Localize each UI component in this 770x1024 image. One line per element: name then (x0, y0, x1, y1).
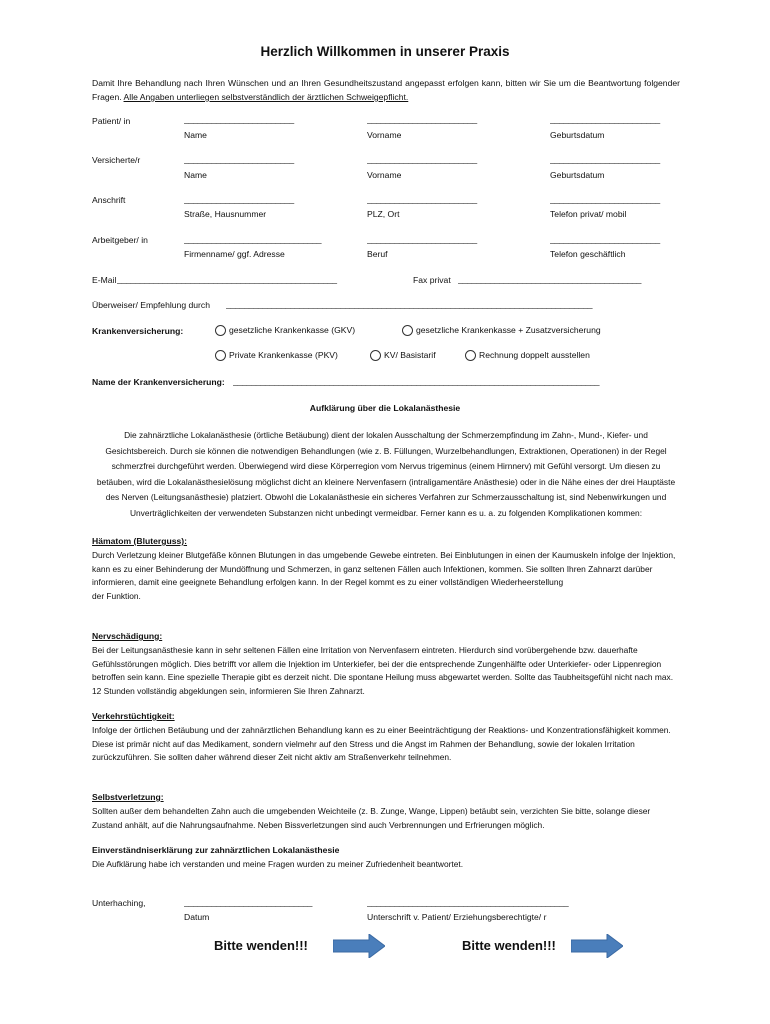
signature-caption: Unterschrift v. Patient/ Erziehungsberechtigte/ r (367, 912, 547, 922)
patient-name-field[interactable]: ________________________ (184, 114, 294, 124)
option-gkv[interactable]: gesetzliche Krankenkasse (GKV) (215, 325, 355, 336)
email-label: E-Mail (92, 275, 117, 285)
kv-name-field[interactable]: ________________________________________________________________________________ (233, 376, 600, 386)
verkehrstuechtigkeit-heading: Verkehrstüchtigkeit: (92, 711, 175, 721)
versicherte-name-caption: Name (184, 170, 207, 180)
versicherte-vorname-field[interactable]: ________________________ (367, 154, 477, 164)
turn-page-text-right: Bitte wenden!!! (462, 938, 556, 953)
option-rechnung-doppelt[interactable]: Rechnung doppelt ausstellen (465, 350, 590, 361)
anschrift-label: Anschrift (92, 195, 126, 205)
versicherte-geburtsdatum-caption: Geburtsdatum (550, 170, 605, 180)
signature-field[interactable]: ____________________________________________ (367, 897, 569, 907)
email-field[interactable]: ________________________________________________ (117, 274, 337, 284)
verkehrstuechtigkeit-body: Infolge der örtlichen Betäubung und der zahnärztlichen Behandlung kann es zu einer Beeinträchtigung der Reaktions- und Konzentrationsfähigkeit kommen. Diese ist primär nicht auf das Medikament, sondern vielmehr auf den Stress und die Angst im Rahmen der Behandlung, sowie der lokalen Irritation zurückzuführen. Sie sollten daher während dieser Zeit nicht aktiv am Straßenverkehr teilnehmen. (92, 725, 671, 763)
patient-vorname-caption: Vorname (367, 130, 402, 140)
arrow-right-icon (333, 934, 385, 958)
aufklaerung-body: Die zahnärztliche Lokalanästhesie (örtliche Betäubung) dient der lokalen Ausschaltung der Schmerzempfindung im Zahn-, Mund-, Kiefer- und Gesichtsbereich. Durch sie können die notwendigen Behandlungen (wie z. B. Füllungen, Wurzelbehandlungen, Extraktionen, Operationen) in der Regel schmerzfrei durchgeführt werden. Überwiegend wird diese Körperregion vom Nervus trigeminus (einem Hirnnerv) mit Gefühl versorgt. Um diesen zu betäuben, wird die Lokalanästhesielösung möglichst dicht an kleinere Nervenfasern (intraligamentäre Anästhesie) oder in die Nähe eines der drei Hauptäste des Nerven (Leitungsanästhesie) platziert. Obwohl die Lokalanästhesie ein sicheres Verfahren zur Schmerzausschaltung ist, sind Nebenwirkungen und Unverträglichkeiten der verwendeten Substanzen nicht unbedingt vermeidbar. Ferner kann es u. a. zu folgenden Komplikationen kommen: (96, 430, 676, 518)
haematom-heading: Hämatom (Bluterguss): (92, 536, 188, 546)
arbeitgeber-label: Arbeitgeber/ in (92, 235, 148, 245)
arbeitgeber-beruf-caption: Beruf (367, 249, 388, 259)
anschrift-telefon-caption: Telefon privat/ mobil (550, 209, 627, 219)
consent-heading: Einverständniserklärung zur zahnärztlichen Lokalanästhesie (92, 845, 340, 855)
selbstverletzung-body: Sollten außer dem behandelten Zahn auch die umgebenden Weichteile (z. B. Zunge, Wange, Lippen) betäubt sein, verzichten Sie bitte, solange dieser Zustand anhält, auf die Nahrungsaufnahme. Neben Bissverletzungen sind auch Verbrennungen und Erfrierungen möglich. (92, 806, 651, 830)
ueberweiser-field[interactable]: ________________________________________________________________________________ (226, 299, 593, 309)
fax-field[interactable]: ________________________________________ (458, 274, 642, 284)
versicherte-geburtsdatum-field[interactable]: ________________________ (550, 154, 660, 164)
patient-geburtsdatum-caption: Geburtsdatum (550, 130, 605, 140)
kv-name-label: Name der Krankenversicherung: (92, 377, 225, 387)
option-basistarif[interactable]: KV/ Basistarif (370, 350, 436, 361)
arbeitgeber-firma-caption: Firmenname/ ggf. Adresse (184, 249, 285, 259)
aufklaerung-heading: Aufklärung über die Lokalanästhesie (309, 403, 461, 413)
haematom-body (92, 549, 680, 604)
intro-text (92, 76, 680, 104)
krankenversicherung-label: Krankenversicherung: (92, 326, 184, 336)
versicherte-name-field[interactable]: ________________________ (184, 154, 294, 164)
versicherte-label: Versicherte/r (92, 155, 141, 165)
intro-main: Damit Ihre Behandlung nach Ihren Wünschen und an Ihren Gesundheitszustand angepasst erfolgen kann, bitten wir Sie um die Beantwortung folgender Fragen. (92, 78, 680, 102)
consent-body: Die Aufklärung habe ich verstanden und meine Fragen wurden zu meiner Zufriedenheit beantwortet. (92, 859, 464, 869)
turn-page-text-left: Bitte wenden!!! (214, 938, 308, 953)
page-title: Herzlich Willkommen in unserer Praxis (260, 44, 510, 59)
patient-label: Patient/ in (92, 116, 131, 126)
anschrift-plz-caption: PLZ, Ort (367, 209, 400, 219)
haematom-text: Durch Verletzung kleiner Blutgefäße können Blutungen in das umgebende Gewebe eintreten. Bei Einblutungen in einen der Kaumuskeln infolge der Injektion, kann es zu einer Behinderung der Mundöffnung und Schmerzen, in ganz seltenen Fällen auch Infektionen, kommen. Sie sollten Ihren Zahnarzt darüber informieren, damit eine geeignete Behandlung erfolgen kann. In der Regel kommt es zu einer vollständigen Wiederheerstellung (92, 550, 676, 588)
anschrift-plz-field[interactable]: ________________________ (367, 194, 477, 204)
arbeitgeber-firma-field[interactable]: ______________________________ (184, 234, 322, 244)
date-field[interactable]: ____________________________ (184, 897, 313, 907)
patient-vorname-field[interactable]: ________________________ (367, 114, 477, 124)
radio-icon[interactable] (215, 325, 226, 336)
arbeitgeber-telefon-field[interactable]: ________________________ (550, 234, 660, 244)
intro-privacy-note: Alle Angaben unterliegen selbstverständlich der ärztlichen Schweigepflicht. (123, 92, 409, 102)
anschrift-strasse-caption: Straße, Hausnummer (184, 209, 267, 219)
nervschaedigung-body: Bei der Leitungsanästhesie kann in sehr seltenen Fällen eine Irritation von Nervenfasern eintreten. Hierdurch sind vorübergehende bzw. dauerhafte Gefühlsstörungen möglich. Dies betrifft vor allem die Injektion im Unterkiefer, bei der die entsprechende Zungenhälfte oder Unterkiefer- oder Lippenregion betroffen sein kann. Eine spezielle Therapie gibt es derzeit nicht. Die spontane Heilung muss abgewartet werden. Sollte das Taubheitsgefühl nicht nach max. 12 Stunden vollständig abgeklungen sein, informieren Sie Ihren Zahnarzt. (92, 645, 674, 697)
anschrift-strasse-field[interactable]: ________________________ (184, 194, 294, 204)
haematom-tail: der Funktion. (92, 591, 141, 602)
radio-icon[interactable] (215, 350, 226, 361)
date-caption: Datum (184, 912, 210, 922)
ueberweiser-label: Überweiser/ Empfehlung durch (92, 300, 210, 310)
nervschaedigung-heading: Nervschädigung: (92, 631, 163, 641)
patient-geburtsdatum-field[interactable]: ________________________ (550, 114, 660, 124)
option-gkv-zusatz[interactable]: gesetzliche Krankenkasse + Zusatzversicherung (402, 325, 601, 336)
versicherte-vorname-caption: Vorname (367, 170, 402, 180)
option-pkv[interactable]: Private Krankenkasse (PKV) (215, 350, 338, 361)
radio-icon[interactable] (370, 350, 381, 361)
radio-icon[interactable] (465, 350, 476, 361)
radio-icon[interactable] (402, 325, 413, 336)
selbstverletzung-heading: Selbstverletzung: (92, 792, 164, 802)
fax-label: Fax privat (413, 275, 451, 285)
arrow-right-icon (571, 934, 623, 958)
signature-place: Unterhaching, (92, 898, 146, 908)
arbeitgeber-beruf-field[interactable]: ________________________ (367, 234, 477, 244)
anschrift-telefon-field[interactable]: ________________________ (550, 194, 660, 204)
patient-name-caption: Name (184, 130, 207, 140)
arbeitgeber-telefon-caption: Telefon geschäftlich (550, 249, 626, 259)
